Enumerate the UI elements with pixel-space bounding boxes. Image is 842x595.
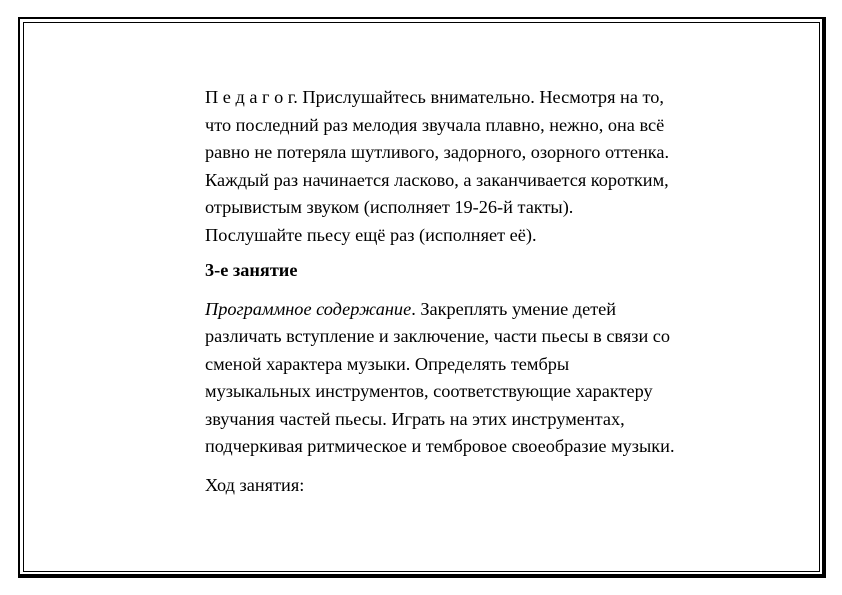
text-line: Каждый раз начинается ласково, а заканчивается коротким, (205, 169, 669, 190)
text-line (205, 296, 745, 324)
text-line: равно не потеряла шутливого, задорного, озорного оттенка. (205, 142, 670, 162)
text-line-part: . Закреплять умение детей (411, 298, 617, 319)
text-line: что последний раз мелодия звучала плавно, нежно, она всё (205, 114, 665, 135)
document-body (205, 84, 745, 499)
text-line-part: Прислушайтесь внимательно. Несмотря на то, (302, 87, 664, 107)
text-line: отрывистым звуком (исполняет 19-26-й такты). (205, 197, 574, 217)
text-line: Послушайте пьесу ещё раз (исполняет её). (205, 224, 537, 245)
lesson-progress-label: Ход занятия: (205, 474, 305, 495)
speaker-label: П е д а г о г. (205, 87, 298, 107)
text-line (205, 84, 745, 112)
text-line: сменой характера музыки. Определять тембры (205, 353, 570, 374)
program-content-label: Программное содержание (205, 298, 412, 319)
text-line: звучания частей пьесы. Играть на этих инструментах, (205, 408, 625, 429)
text-line: музыкальных инструментов, соответствующие характеру (205, 381, 653, 401)
lesson-heading: 3-е занятие (205, 260, 298, 280)
text-line: различать вступление и заключение, части пьесы в связи со (205, 326, 671, 346)
program-content-paragraph (205, 296, 745, 461)
text-line: подчеркивая ритмическое и тембровое своеобразие музыки. (205, 436, 675, 456)
teacher-paragraph (205, 84, 745, 249)
